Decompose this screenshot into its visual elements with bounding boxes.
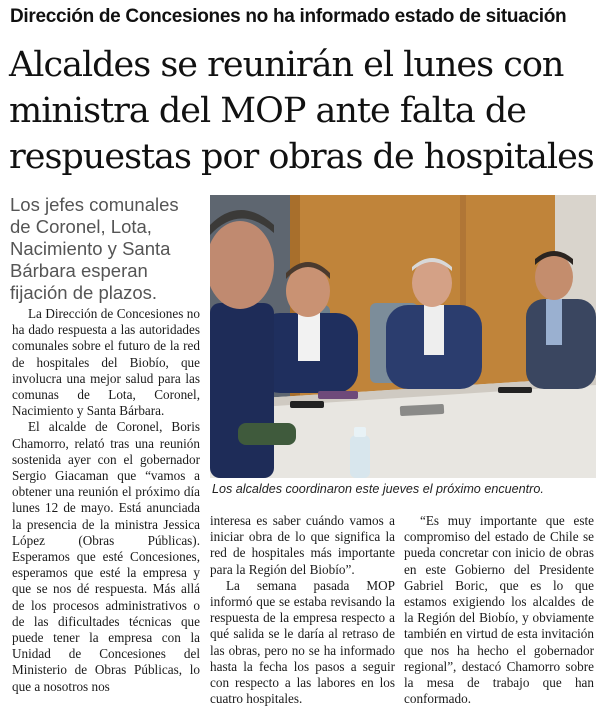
lead-paragraph bbox=[10, 194, 205, 304]
news-photo bbox=[210, 195, 596, 478]
lead-line: Los jefes comunales bbox=[10, 194, 179, 215]
body-column-3 bbox=[404, 513, 594, 707]
body-paragraph: El alcalde de Coronel, Boris Chamorro, relató tras una reunión sostenida ayer con el gobernador Sergio Giacaman que “vamos a obtener una reunión el próximo día lunes 12 de mayo. Está anunciada la presencia de la ministra Jessica López (Obras Públicas). Esperamos que esté Concesiones, esperamos que esté la empresa y que se nos dé respuesta. Más allá de los procesos administrativos o de las dificultades técnicas que puede tener la empresa con la Unidad de Concesiones del Ministerio de Obras Públicas, lo que a nosotros nos bbox=[12, 419, 200, 694]
headline-line: Alcaldes se reunirán el lunes con bbox=[9, 45, 564, 85]
lead-line: Bárbara esperan bbox=[10, 260, 148, 281]
photo-caption: Los alcaldes coordinaron este jueves el próximo encuentro. bbox=[212, 482, 544, 496]
headline bbox=[9, 42, 601, 180]
lead-line: fijación de plazos. bbox=[10, 282, 158, 303]
body-paragraph: La semana pasada MOP informó que se estaba revisando la respuesta de la empresa respecto a qué salida se le daría al retraso de las obras, pero no se ha informado hasta la fecha los pasos a seguir con respecto a las labores en los cuatro hospitales. bbox=[210, 577, 395, 707]
headline-line: ministra del MOP ante falta de bbox=[9, 91, 527, 131]
lead-line: de Coronel, Lota, bbox=[10, 216, 152, 237]
body-column-2 bbox=[210, 513, 395, 707]
meeting-photo-illustration bbox=[210, 195, 596, 478]
body-paragraph: interesa es saber cuándo vamos a iniciar obra de lo que significa la red de hospitales más importante para la Región del Biobío”. bbox=[210, 513, 395, 577]
body-paragraph: La Dirección de Concesiones no ha dado respuesta a las autoridades comunales sobre el futuro de la red de hospitales del Biobío, que involucra una mejor salud para las comunas de Lota, Coronel, Nacimiento y Santa Bárbara. bbox=[12, 306, 200, 419]
lead-line: Nacimiento y Santa bbox=[10, 238, 171, 259]
headline-line: respuestas por obras de hospitales bbox=[9, 137, 594, 177]
kicker: Dirección de Concesiones no ha informado estado de situación bbox=[10, 6, 567, 27]
body-paragraph: “Es muy importante que este compromiso del estado de Chile se pueda concretar con inicio de obras en este Gobierno del Presidente Gabriel Boric, que es lo que estamos exigiendo los alcaldes de la Región del Biobío, y obviamente también en virtud de esta invitación que nos ha hecho el gobernador regional”, destacó Chamorro sobre la mesa de trabajo que han conformado. bbox=[404, 513, 594, 707]
body-column-1 bbox=[12, 306, 200, 695]
